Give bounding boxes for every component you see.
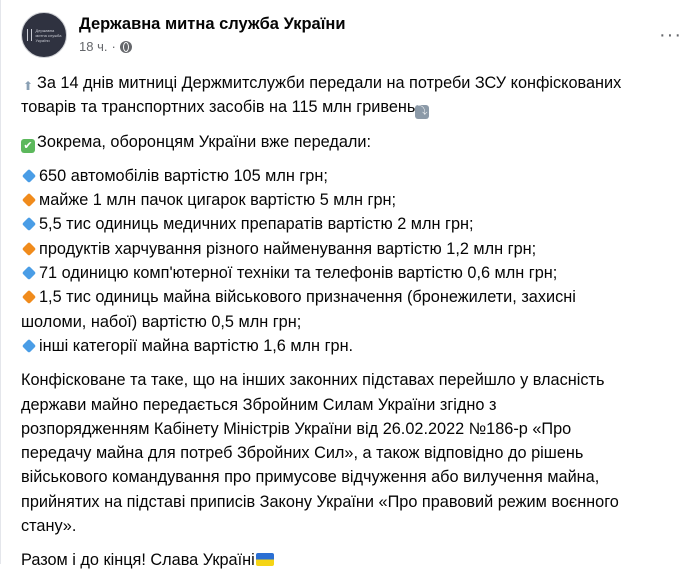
- list-item-text: 1,5 тис одиниць майна військового призначення (бронежилети, захисні: [39, 288, 576, 307]
- logo-icon: [27, 29, 32, 41]
- legal-paragraph: [21, 368, 692, 538]
- closing-text: Разом і до кінця! Слава Україні: [21, 551, 255, 570]
- more-options-button[interactable]: ···: [659, 24, 682, 46]
- blue-diamond-icon: [22, 339, 36, 353]
- intro-text: За 14 днів митниці Держмитслужби передали на потреби ЗСУ конфіскованих: [37, 74, 622, 92]
- separator: ·: [111, 39, 116, 54]
- ukraine-flag-icon: [256, 553, 274, 566]
- legal-line: держави майно передається Збройним Силам України згідно з: [21, 395, 497, 414]
- blue-diamond-icon: [22, 266, 36, 280]
- post-time[interactable]: 18 ч.: [79, 39, 108, 54]
- arrows-icon: ⤵: [417, 106, 428, 118]
- author-name[interactable]: Державна митна служба України: [79, 15, 346, 33]
- legal-line: прийнятих на підставі приписів Закону України «Про правовий режим воєнного: [21, 492, 619, 511]
- legal-line: розпорядженням Кабінету Міністрів України від 26.02.2022 №186-р «Про: [21, 419, 572, 438]
- intro-text: товарів та транспортних засобів на 115 млн гривень: [21, 98, 416, 117]
- intro-line: [21, 95, 692, 119]
- list-item-text: майже 1 млн пачок цигарок вартістю 5 млн грн;: [39, 191, 397, 210]
- legal-line: стану».: [21, 517, 77, 536]
- list-item-text: 5,5 тис одиниць медичних препаратів вартістю 2 млн грн;: [39, 215, 474, 234]
- list-item: [21, 285, 692, 309]
- blue-diamond-icon: [22, 217, 36, 231]
- legal-line: передачу майна для потреб Збройних Сил», а також відповідно до рішень: [21, 444, 584, 463]
- post-header: [21, 12, 700, 62]
- legal-line: Конфісковане та таке, що на інших законних підставах перейшло у власність: [21, 371, 605, 390]
- orange-diamond-icon: [22, 193, 36, 207]
- post-body: [21, 71, 692, 583]
- list-item-text: 650 автомобілів вартістю 105 млн грн;: [39, 166, 328, 185]
- check-mark-icon: ✔: [21, 139, 35, 153]
- subheading: [21, 130, 692, 154]
- avatar-text: Державна митна служба України: [35, 27, 62, 43]
- legal-line: військового командування про примусове відчуження або вилучення майна,: [21, 468, 600, 487]
- avatar[interactable]: [21, 12, 67, 58]
- list-item-text: продуктів харчування різного найменування вартістю 1,2 млн грн;: [39, 239, 537, 258]
- list-item: [21, 261, 692, 285]
- list-item: [21, 334, 692, 358]
- blue-diamond-icon: [22, 169, 36, 183]
- list-item: [21, 212, 692, 236]
- intro-line: [21, 71, 692, 95]
- globe-icon: [120, 41, 132, 53]
- orange-diamond-icon: [22, 290, 36, 304]
- orange-diamond-icon: [22, 242, 36, 256]
- list-item: [21, 237, 692, 261]
- top-arrow-icon: ⬆: [22, 79, 34, 93]
- subheading-text: Зокрема, оборонцям України вже передали:: [37, 132, 372, 151]
- list-item-text: інші категорії майна вартістю 1,6 млн грн.: [39, 336, 354, 355]
- list-item-text: шоломи, набої) вартістю 0,5 млн грн;: [21, 312, 302, 331]
- intro-paragraph: [21, 71, 692, 120]
- post-meta: [79, 39, 132, 54]
- list-item: [21, 188, 692, 212]
- list-item-text: 71 одиницю комп'ютерної техніки та телефонів вартістю 0,6 млн грн;: [39, 264, 558, 283]
- list-item: [21, 164, 692, 188]
- closing-paragraph: [21, 548, 692, 572]
- list-item: [21, 310, 692, 334]
- items-list: [21, 164, 692, 358]
